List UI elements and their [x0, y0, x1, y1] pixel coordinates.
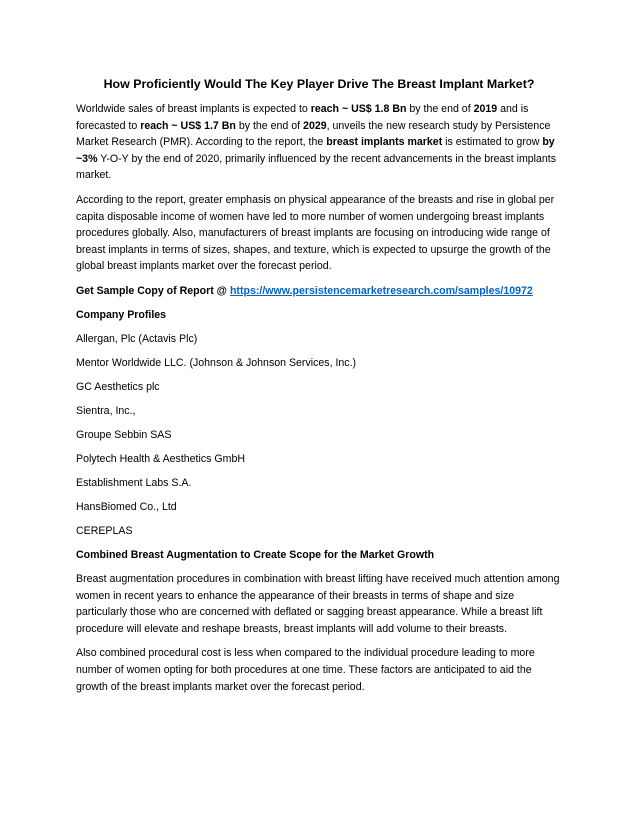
text-run: Y-O-Y by the end of 2020, primarily influenced by the recent advancements in the breast implants market.: [76, 152, 557, 182]
company-item: Sientra, Inc.,: [76, 404, 136, 417]
text-run: Worldwide sales of breast implants is expected to: [76, 103, 311, 115]
company-item: Mentor Worldwide LLC. (Johnson & Johnson Services, Inc.): [76, 356, 357, 369]
company-item: Allergan, Plc (Actavis Plc): [76, 332, 198, 345]
sample-request-line: [76, 283, 562, 299]
bold-run: reach ~ US$ 1.7 Bn: [140, 119, 236, 132]
company-item: HansBiomed Co., Ltd: [76, 500, 177, 513]
company-item: Groupe Sebbin SAS: [76, 428, 172, 441]
company-item: GC Aesthetics plc: [76, 380, 160, 393]
bold-run: 2019: [473, 103, 498, 115]
bold-run: breast implants market: [326, 136, 443, 149]
text-run: , unveils the new research study by Persistence Market Research (PMR). According to the report, the: [76, 119, 551, 149]
text-run: and is forecasted to: [76, 103, 529, 132]
text-run: by the end of: [235, 119, 304, 132]
augmentation-paragraph: Breast augmentation procedures in combination with breast lifting have received much attention among women in recent years to enhance the appearance of their breasts in terms of shape and size particularly those who are concerned with deflated or sagging breast appearance. While a breast lift procedure will elevate and reshape breasts, breast implants will add volume to their breasts.: [76, 572, 560, 635]
document-title: How Proficiently Would The Key Player Drive The Breast Implant Market?: [103, 77, 535, 91]
company-profiles-heading: Company Profiles: [76, 308, 167, 321]
bold-run: 2029: [303, 119, 327, 132]
company-item: Establishment Labs S.A.: [76, 476, 192, 489]
sample-label: Get Sample Copy of Report @: [76, 284, 230, 297]
text-run: is estimated to grow: [442, 136, 543, 149]
emphasis-paragraph: According to the report, greater emphasis on physical appearance of the breasts and rise in global per capita disposable income of women have led to more number of women undergoing breast implants procedures globally. Also, manufacturers of breast implants are focusing on introducing wide range of breast implants in terms of sizes, shapes, and texture, which is expected to upsurge the growth of the global breast implants market over the forecast period.: [76, 193, 555, 273]
cost-paragraph: Also combined procedural cost is less when compared to the individual procedure leading to more number of women opting for both procedures at one time. These factors are anticipated to aid the growth of the breast implants market over the forecast period.: [76, 647, 535, 693]
section-heading: Combined Breast Augmentation to Create Scope for the Market Growth: [76, 548, 435, 561]
bold-run: reach ~ US$ 1.8 Bn: [310, 103, 407, 115]
intro-paragraph: [76, 101, 562, 184]
company-item: Polytech Health & Aesthetics GmbH: [76, 452, 245, 465]
text-run: by the end of: [406, 103, 474, 115]
company-item: CEREPLAS: [76, 524, 133, 537]
bold-run: by ~3%: [76, 136, 555, 165]
sample-report-link[interactable]: https://www.persistencemarketresearch.com/samples/10972: [229, 284, 533, 297]
